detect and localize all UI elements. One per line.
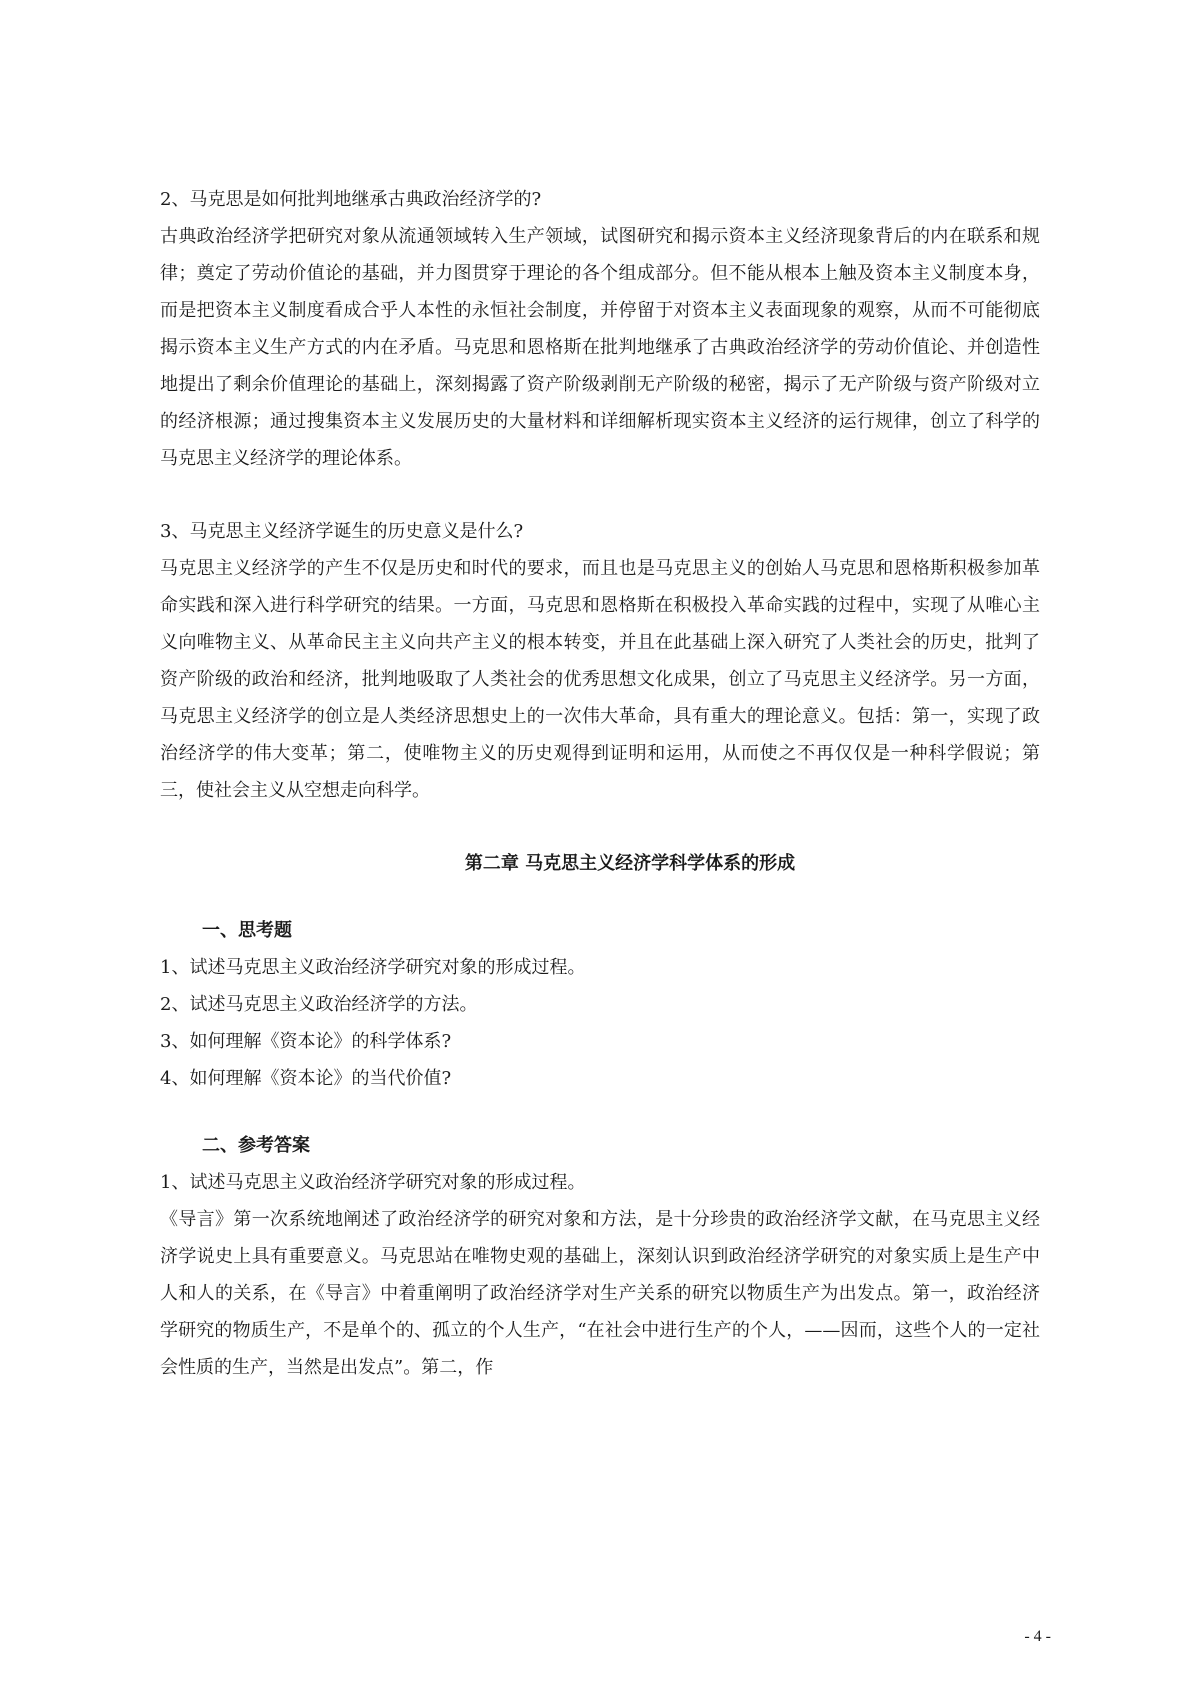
question-list-item: 4、如何理解《资本论》的当代价值? bbox=[160, 1068, 452, 1089]
document-body bbox=[160, 181, 1040, 1386]
question-2-answer: 古典政治经济学把研究对象从流通领域转入生产领域，试图研究和揭示资本主义经济现象背后的内在联系和规律；奠定了劳动价值论的基础，并力图贯穿于理论的各个组成部分。但不能从根本上触及资本主义制度本身，而是把资本主义制度看成合乎人本性的永恒社会制度，并停留于对资本主义表面现象的观察，从而不可能彻底揭示资本主义生产方式的内在矛盾。马克思和恩格斯在批判地继承了古典政治经济学的劳动价值论、并创造性地提出了剩余价值理论的基础上，深刻揭露了资产阶级剥削无产阶级的秘密，揭示了无产阶级与资产阶级对立的经济根源；通过搜集资本主义发展历史的大量材料和详细解析现实资本主义经济的运行规律，创立了科学的马克思主义经济学的理论体系。 bbox=[160, 226, 1040, 469]
question-3-answer: 马克思主义经济学的产生不仅是历史和时代的要求，而且也是马克思主义的创始人马克思和恩格斯积极参加革命实践和深入进行科学研究的结果。一方面，马克思和恩格斯在积极投入革命实践的过程中，实现了从唯心主义向唯物主义、从革命民主主义向共产主义的根本转变，并且在此基础上深入研究了人类社会的历史，批判了资产阶级的政治和经济，批判地吸取了人类社会的优秀思想文化成果，创立了马克思主义经济学。另一方面，马克思主义经济学的创立是人类经济思想史上的一次伟大革命，具有重大的理论意义。包括：第一，实现了政治经济学的伟大变革；第二，使唯物主义的历史观得到证明和运用，从而使之不再仅仅是一种科学假说；第三，使社会主义从空想走向科学。 bbox=[160, 558, 1040, 801]
section-heading-questions: 一、思考题 bbox=[202, 920, 292, 941]
question-2-title: 2、马克思是如何批判地继承古典政治经济学的? bbox=[160, 189, 542, 210]
chapter-title: 第二章 马克思主义经济学科学体系的形成 bbox=[464, 853, 796, 874]
question-list-item: 1、试述马克思主义政治经济学研究对象的形成过程。 bbox=[160, 957, 586, 978]
section-heading-answers: 二、参考答案 bbox=[202, 1135, 310, 1156]
paragraph-gap bbox=[160, 1097, 1040, 1127]
question-list-item: 3、如何理解《资本论》的科学体系? bbox=[160, 1031, 452, 1052]
answer-1-body: 《导言》第一次系统地阐述了政治经济学的研究对象和方法，是十分珍贵的政治经济学文献，在马克思主义经济学说史上具有重要意义。马克思站在唯物史观的基础上，深刻认识到政治经济学研究的对象实质上是生产中人和人的关系，在《导言》中着重阐明了政治经济学对生产关系的研究以物质生产为出发点。第一，政治经济学研究的物质生产，不是单个的、孤立的个人生产，“在社会中进行生产的个人，——因而，这些个人的一定社会性质的生产，当然是出发点”。第二，作 bbox=[160, 1209, 1040, 1378]
answer-1-title: 1、试述马克思主义政治经济学研究对象的形成过程。 bbox=[160, 1172, 586, 1193]
paragraph-gap bbox=[160, 882, 1040, 912]
question-3-title: 3、马克思主义经济学诞生的历史意义是什么? bbox=[160, 521, 524, 542]
paragraph-gap bbox=[160, 809, 1040, 845]
question-list-item: 2、试述马克思主义政治经济学的方法。 bbox=[160, 994, 478, 1015]
page-number: - 4 - bbox=[1024, 1628, 1051, 1645]
paragraph-gap bbox=[160, 477, 1040, 513]
